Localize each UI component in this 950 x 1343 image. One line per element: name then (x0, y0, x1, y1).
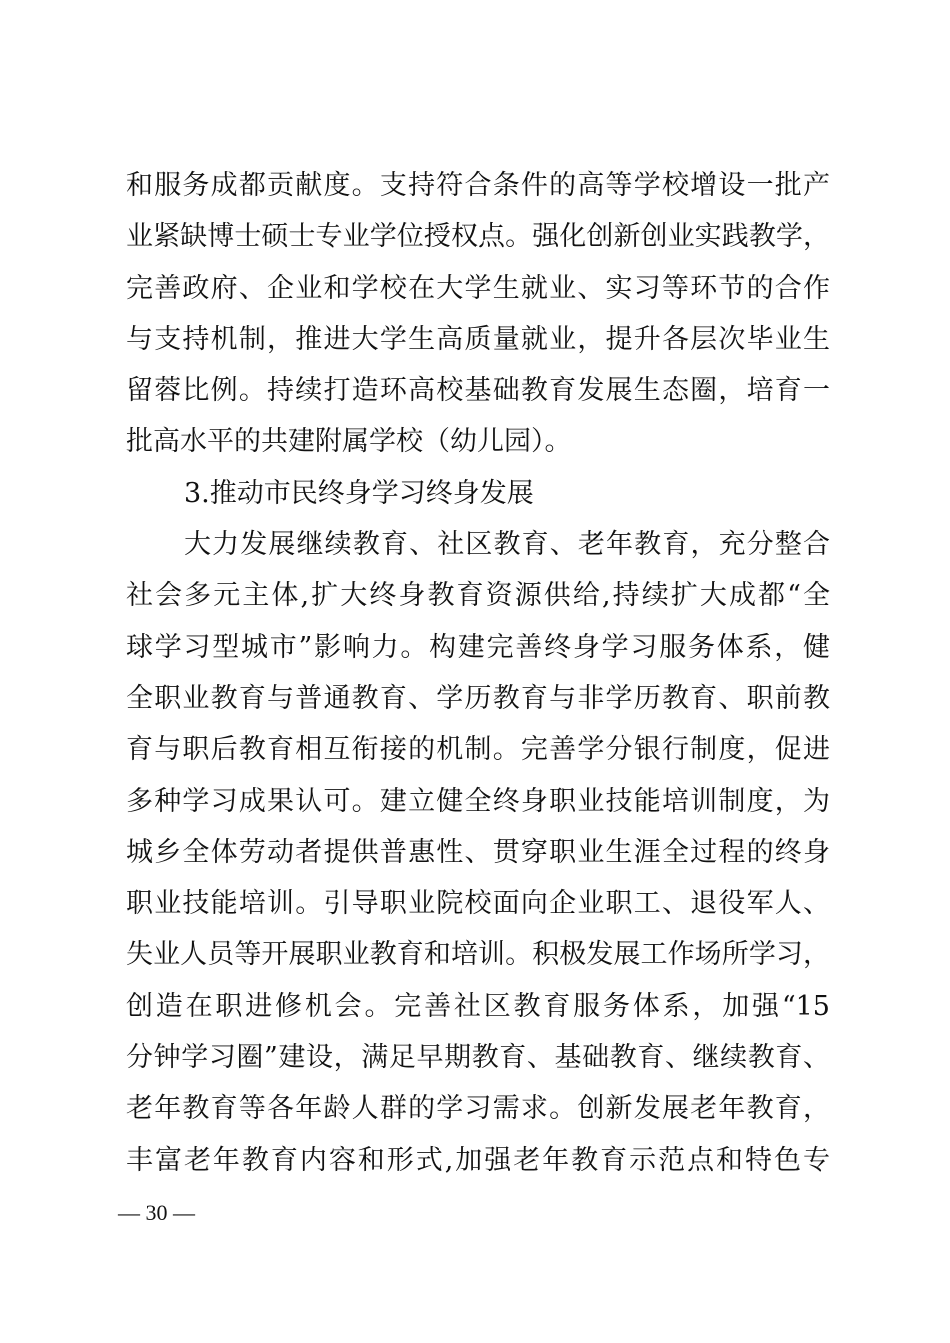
text-line: 与支持机制，推进大学生高质量就业，提升各层次毕业生 (126, 323, 830, 355)
text-line: 业紧缺博士硕士专业学位授权点。强化创新创业实践教学， (126, 221, 830, 253)
text-line: 完善政府、企业和学校在大学生就业、实习等环节的合作 (126, 272, 830, 304)
text-line: 留蓉比例。持续打造环高校基础教育发展生态圈，培育一 (126, 375, 830, 407)
text-line: 多种学习成果认可。建立健全终身职业技能培训制度，为 (126, 785, 830, 817)
page-number: — 30 — (118, 1200, 195, 1225)
text-line: 大力发展继续教育、社区教育、老年教育，充分整合 (184, 529, 830, 561)
text-line: 和服务成都贡献度。支持符合条件的高等学校增设一批产 (126, 170, 830, 201)
text-line: 分钟学习圈”建设，满足早期教育、基础教育、继续教育、 (126, 1042, 830, 1074)
text-line: 创造在职进修机会。完善社区教育服务体系，加强“15 (126, 990, 830, 1022)
text-line: 丰富老年教育内容和形式,加强老年教育示范点和特色专 (126, 1144, 830, 1176)
text-line: 老年教育等各年龄人群的学习需求。创新发展老年教育， (126, 1093, 830, 1125)
text-line: 全职业教育与普通教育、学历教育与非学历教育、职前教 (126, 682, 830, 714)
text-line: 失业人员等开展职业教育和培训。积极发展工作场所学习， (126, 939, 830, 971)
text-line: 球学习型城市”影响力。构建完善终身学习服务体系，健 (126, 631, 830, 663)
text-line: 职业技能培训。引导职业院校面向企业职工、退役军人、 (126, 888, 830, 920)
text-line: 批高水平的共建附属学校（幼儿园）。 (126, 426, 572, 458)
section-heading: 3.推动市民终身学习终身发展 (184, 477, 534, 509)
text-line: 城乡全体劳动者提供普惠性、贯穿职业生涯全过程的终身 (126, 836, 830, 868)
body-text (126, 160, 830, 1186)
text-line: 社会多元主体,扩大终身教育资源供给,持续扩大成都“全 (126, 580, 830, 612)
text-line: 育与职后教育相互衔接的机制。完善学分银行制度，促进 (126, 734, 830, 766)
